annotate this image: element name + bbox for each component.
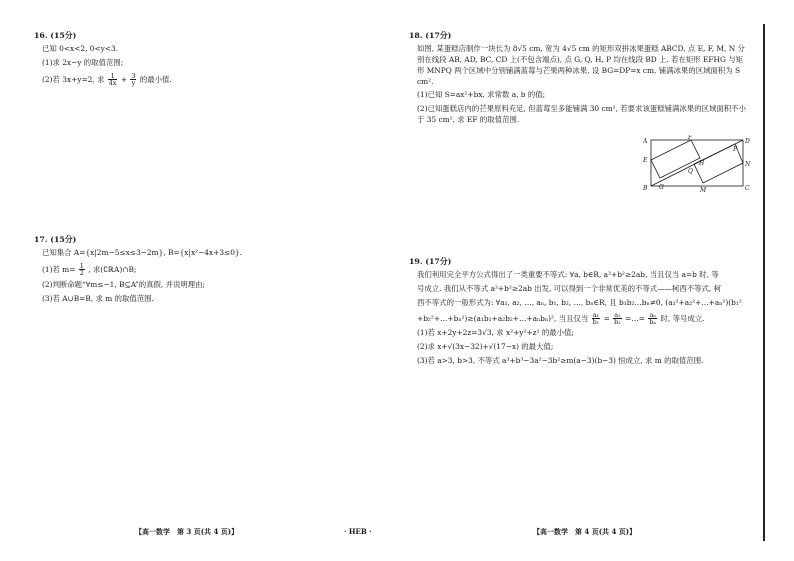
label-a: A bbox=[643, 138, 648, 145]
plus-sign: + bbox=[120, 74, 128, 84]
question-16-number: 16. (15分) bbox=[34, 31, 77, 40]
question-17-part3: (3)若 A∪B=B, 求 m 的取值范围. bbox=[42, 293, 154, 303]
fraction-numerator: 1 bbox=[79, 262, 84, 271]
ellipsis-equals: =…= bbox=[625, 313, 645, 323]
label-c: C bbox=[745, 185, 750, 192]
question-16 bbox=[34, 30, 364, 90]
question-19-number: 19. (17分) bbox=[409, 257, 452, 266]
ratio-an-bn bbox=[648, 312, 657, 326]
fraction-denominator: y bbox=[131, 79, 136, 88]
fraction-denominator: b₂ bbox=[614, 317, 621, 326]
question-17-part1-suffix: , 求(∁ℝA)∩B; bbox=[88, 264, 137, 274]
fraction-denominator: bₙ bbox=[649, 317, 657, 326]
label-h: H bbox=[699, 160, 705, 167]
right-page bbox=[397, 0, 794, 561]
rectangle-diagram bbox=[643, 135, 751, 193]
label-b: B bbox=[643, 185, 648, 192]
question-18-number: 18. (17分) bbox=[409, 31, 452, 40]
label-q: Q bbox=[688, 168, 693, 175]
question-18-part2: (2)已知蛋糕店内的芒果原料充足, 但蓝莓至多能铺满 30 cm², 若要求该蛋糕铺满冰果的区域面积不小于 35 cm², 求 EF 的取值范围. bbox=[417, 103, 746, 124]
fraction-3-over-y bbox=[130, 73, 136, 87]
question-17 bbox=[34, 234, 374, 307]
question-17-given: 已知集合 A={x|2m−5≤x≤3−2m}, B={x|x²−4x+3≤0}. bbox=[42, 248, 242, 258]
label-p: P bbox=[733, 146, 738, 153]
fraction-numerator: 1 bbox=[108, 73, 118, 80]
question-17-number: 17. (15分) bbox=[34, 235, 77, 244]
ratio-a1-b1 bbox=[592, 312, 601, 326]
label-g: G bbox=[659, 184, 664, 191]
question-19-part1: (1)若 x+2y+2z=3√3, 求 x²+y²+z² 的最小值; bbox=[417, 328, 574, 338]
left-page-footer: 【高一数学 第 3 页(共 4 页)】 bbox=[135, 526, 239, 536]
fraction-numerator: 3 bbox=[131, 71, 136, 80]
question-17-part1-prefix: (1)若 m= bbox=[42, 264, 76, 274]
question-19-part2: (2)求 x+√(3x−32)+√(17−x) 的最大值; bbox=[417, 342, 554, 352]
label-e: E bbox=[643, 157, 648, 164]
question-16-part2-prefix: (2)若 3x+y=2, 求 bbox=[42, 74, 105, 84]
fraction-denominator: 4x bbox=[108, 79, 117, 88]
question-16-given: 已知 0<x<2, 0<y<3. bbox=[42, 44, 119, 54]
question-16-part1: (1)求 2x−y 的取值范围; bbox=[42, 58, 124, 68]
page-margin-rule bbox=[763, 24, 765, 541]
question-19-text-line4 bbox=[409, 312, 759, 326]
question-19-part3: (3)若 a>3, b>3, 不等式 a³+b³−3a²−3b²≥m(a−3)(b−3) 恒成立, 求 m 的取值范围. bbox=[417, 355, 704, 365]
fraction-denominator: 2 bbox=[79, 269, 84, 278]
label-d: D bbox=[745, 138, 750, 145]
question-16-part2-suffix: 的最小值. bbox=[139, 74, 172, 84]
center-footer: · HEB · bbox=[344, 526, 372, 536]
question-18-text: 如图, 某蛋糕店制作一块长为 8√5 cm, 宽为 4√5 cm 的矩形双拼冰果蛋糕 ABCD, 点 E, F, M, N 分别在线段 AB, AD, BC, CD 上(不包含端点), 点 G, Q, H, P 均在线段 BD 上. 若在矩形 EFHG 与矩形 MNPQ 两个区域中分别铺满蓝莓与芒果两种冰果, 设 BG=DP=x cm, 铺满冰果的区域面积为 S cm². bbox=[417, 44, 745, 86]
fraction-numerator: a₂ bbox=[614, 310, 621, 319]
label-f: F bbox=[688, 135, 693, 141]
question-19-text-line3: 西不等式的一般形式为: ∀a₁, a₂, …, aₙ, b₁, b₂, …, bₙ∈R, 且 b₁b₂…bₙ≠0, (a₁²+a₂²+…+aₙ²)(b₁² bbox=[417, 297, 742, 307]
question-18 bbox=[409, 30, 749, 128]
fraction-1-over-4x bbox=[108, 73, 118, 87]
label-m: M bbox=[700, 187, 707, 193]
question-19-text-line2: 号成立. 我们从不等式 a²+b²≥2ab 出发, 可以得到一个非常优美的不等式——柯西不等式, 柯 bbox=[417, 284, 721, 294]
question-17-part2: (2)判断命题“∀m≤−1, B⊆A”的真假, 并说明理由; bbox=[42, 279, 206, 289]
question-17-part1 bbox=[34, 263, 374, 277]
question-19-text4-prefix: +b₂²+…+bₙ²)≥(a₁b₁+a₂b₂+…+aₙbₙ)², 当且仅当 bbox=[417, 313, 589, 323]
ratio-a2-b2 bbox=[613, 312, 622, 326]
question-19 bbox=[409, 256, 759, 370]
equals-sign: = bbox=[603, 313, 610, 323]
question-16-part2 bbox=[34, 73, 364, 87]
question-19-text-line1: 我们利用完全平方公式得出了一类重要不等式: ∀a, b∈R, a²+b²≥2ab, 当且仅当 a=b 时, 等 bbox=[417, 270, 719, 280]
fraction-numerator: aₙ bbox=[649, 310, 657, 319]
right-page-footer: 【高一数学 第 4 页(共 4 页)】 bbox=[533, 526, 637, 536]
fraction-1-over-2 bbox=[79, 263, 85, 277]
question-19-text4-suffix: 时, 等号成立. bbox=[660, 313, 705, 323]
fraction-denominator: b₁ bbox=[592, 317, 600, 326]
label-n: N bbox=[745, 161, 751, 168]
question-18-part1: (1)已知 S=ax²+bx, 求常数 a, b 的值; bbox=[417, 90, 546, 100]
fraction-numerator: a₁ bbox=[592, 310, 600, 319]
